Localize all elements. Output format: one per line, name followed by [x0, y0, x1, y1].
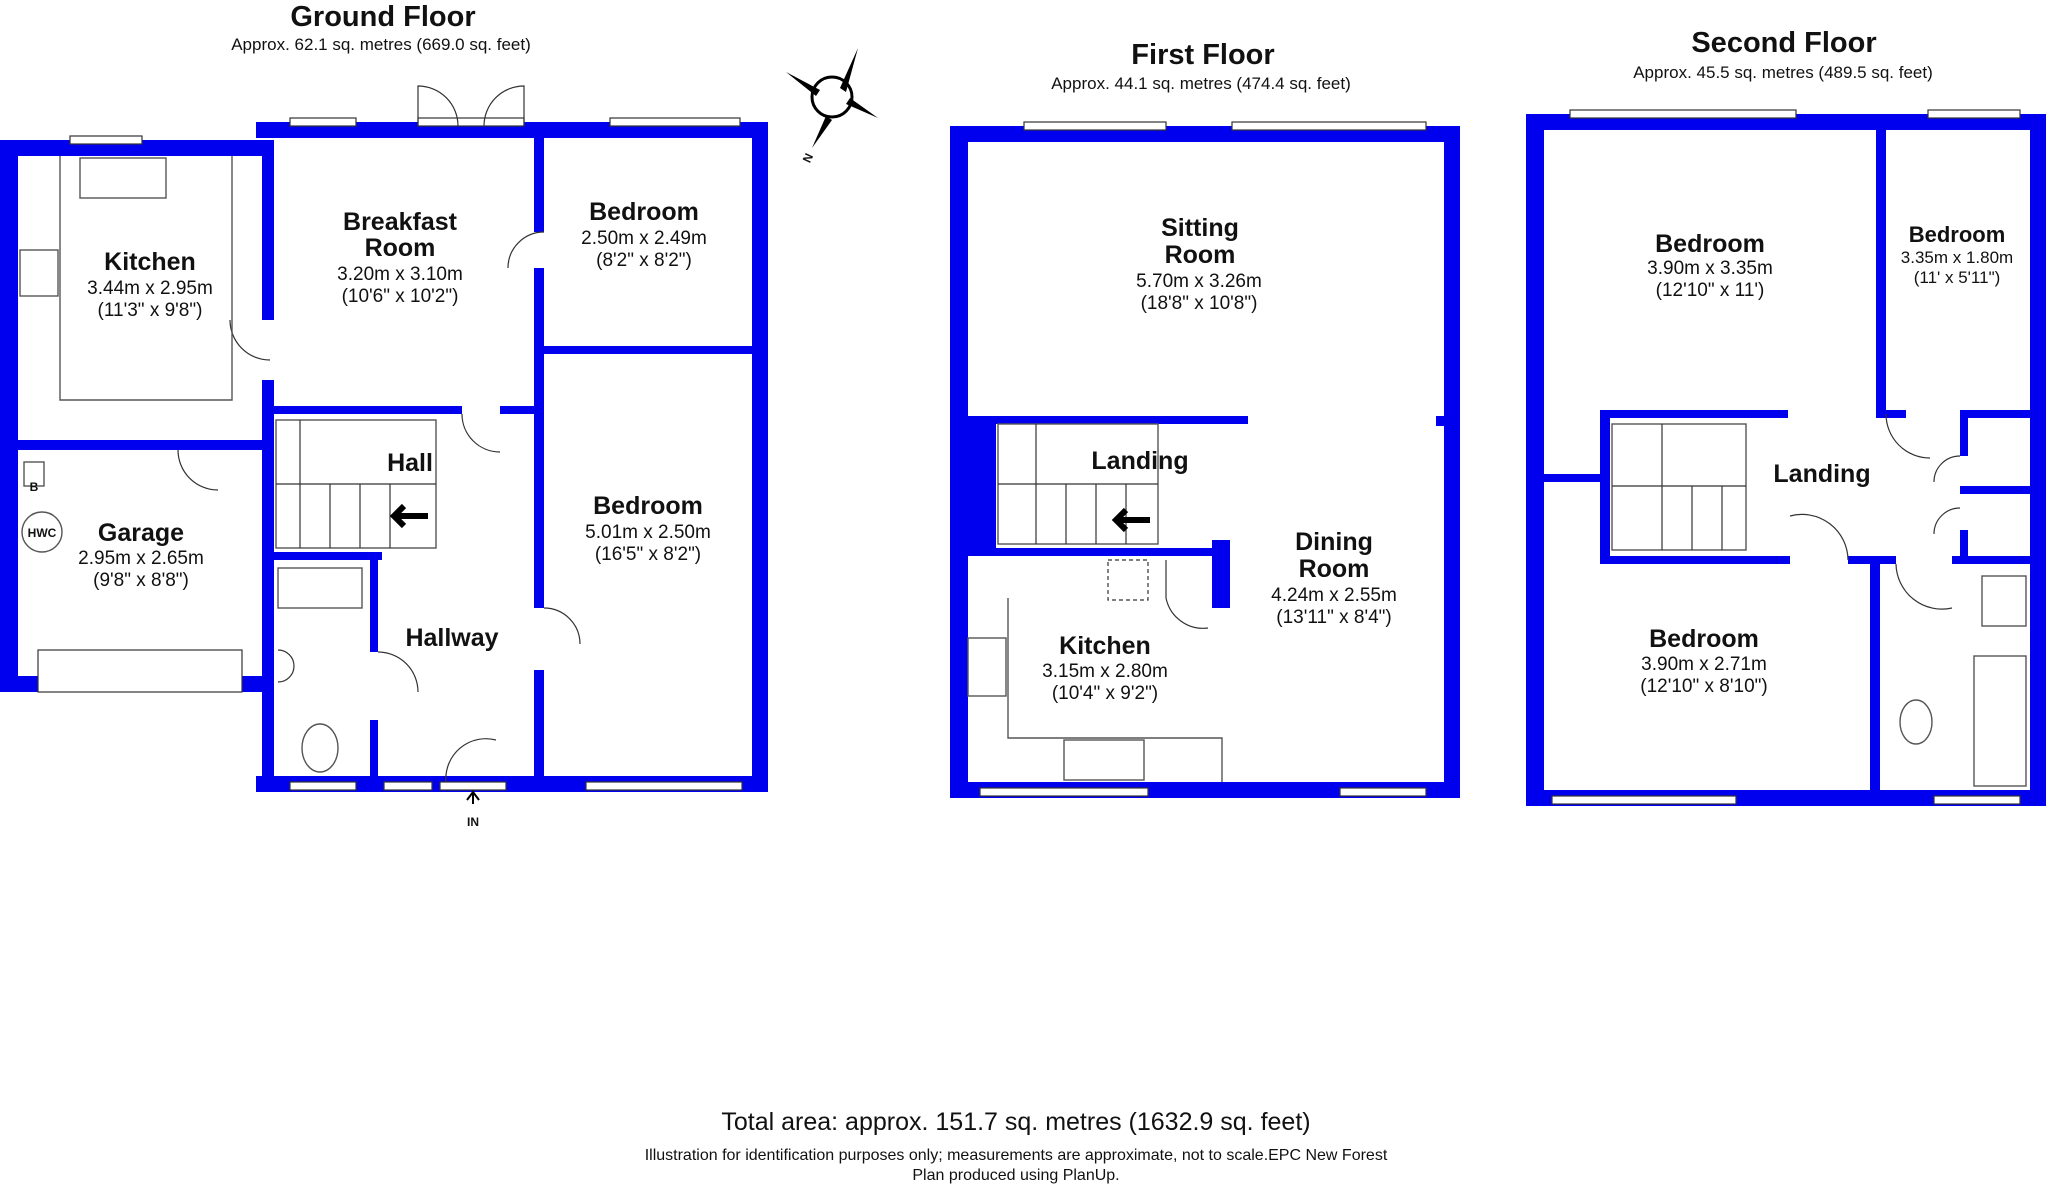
wall — [534, 268, 544, 608]
window — [1570, 110, 1796, 118]
second-landing-name: Landing — [1773, 460, 1871, 488]
wall — [534, 122, 544, 232]
wall — [1600, 474, 1610, 564]
ground-floor-title: Ground Floor — [290, 1, 476, 33]
first-kitchen-metric: 3.15m x 2.80m — [1042, 661, 1168, 682]
breakfast-room-name-line2: Room — [364, 234, 436, 262]
bedroom-small-second-name: Bedroom — [1908, 222, 2006, 247]
wall — [1444, 126, 1460, 798]
stair-treads — [1612, 424, 1746, 550]
window — [290, 118, 356, 126]
french-doors — [418, 118, 524, 126]
ground-floor — [0, 1, 768, 829]
door-swing — [1166, 560, 1208, 628]
wall — [262, 552, 382, 560]
wall — [0, 140, 18, 692]
basin-icon — [278, 650, 294, 682]
shower-tray-icon — [278, 568, 362, 608]
hatch — [1108, 560, 1148, 600]
door-swing — [462, 414, 500, 452]
window — [1232, 122, 1426, 130]
entrance-arrow-icon — [467, 792, 479, 804]
wall — [1526, 474, 1610, 482]
staircase-icon — [1612, 424, 1746, 550]
door-swing — [544, 608, 580, 644]
wall — [1600, 410, 1610, 482]
wall — [950, 126, 968, 798]
wall — [2030, 114, 2046, 806]
window — [70, 136, 142, 144]
second-floor-title: Second Floor — [1691, 27, 1877, 59]
garage-name: Garage — [97, 519, 185, 547]
boiler-label: B — [29, 480, 39, 494]
window — [384, 782, 432, 790]
dining-room-metric: 4.24m x 2.55m — [1271, 585, 1397, 606]
stair-direction-arrow-icon — [1116, 510, 1150, 530]
door-swing — [446, 739, 496, 782]
wall — [262, 406, 462, 414]
second-floor — [1526, 27, 2046, 806]
sitting-room-name-line1: Sitting — [1161, 214, 1239, 242]
sink-icon — [80, 158, 166, 198]
entrance-label: IN — [467, 815, 479, 829]
first-floor-title: First Floor — [1131, 39, 1275, 71]
basin-icon — [1982, 576, 2026, 626]
wall — [1960, 486, 2030, 494]
bedroom-large-name: Bedroom — [593, 492, 703, 520]
window — [1340, 788, 1426, 796]
window — [980, 788, 1148, 796]
window — [586, 782, 742, 790]
dining-room-name-line1: Dining — [1295, 528, 1373, 556]
window — [1928, 110, 2020, 118]
compass-label: N — [799, 151, 817, 165]
stair-treads — [276, 420, 436, 548]
second-floor-area: Approx. 45.5 sq. metres (489.5 sq. feet) — [1633, 63, 1933, 82]
kitchen-metric: 3.44m x 2.95m — [87, 278, 213, 299]
door-swing — [1934, 508, 1960, 534]
bedroom-front-metric: 3.90m x 3.35m — [1647, 258, 1773, 279]
garage-imperial: (9'8" x 8'8") — [93, 570, 189, 591]
bedroom-large-imperial: (16'5" x 8'2") — [594, 544, 702, 565]
bedroom-small-name: Bedroom — [589, 198, 699, 226]
wall — [1600, 556, 1790, 564]
wall — [752, 122, 768, 792]
wall — [0, 676, 38, 692]
wall — [1600, 410, 1788, 418]
door-swing — [1886, 414, 1930, 458]
wall — [262, 140, 274, 320]
window — [290, 782, 356, 790]
bedroom-rear-metric: 3.90m x 2.71m — [1641, 654, 1767, 675]
wall — [534, 346, 768, 354]
compass-needle-icon — [812, 116, 832, 148]
wall — [1960, 410, 2030, 418]
window — [1552, 796, 1736, 804]
door-swing — [508, 232, 544, 268]
toilet-icon — [1900, 700, 1932, 744]
garage-metric: 2.95m x 2.65m — [78, 548, 204, 569]
wall — [1960, 410, 1968, 456]
bedroom-small-imperial: (8'2" x 8'2") — [596, 250, 692, 271]
wall — [1960, 530, 1968, 564]
bedroom-front-name: Bedroom — [1655, 230, 1765, 258]
wall — [500, 406, 544, 414]
door-swing — [230, 320, 270, 360]
door-swing — [1896, 564, 1952, 609]
wall — [1160, 548, 1220, 556]
first-kitchen-imperial: (10'4" x 9'2") — [1051, 683, 1159, 704]
bedroom-rear-name: Bedroom — [1649, 625, 1759, 653]
wall — [1526, 114, 1544, 806]
wall — [966, 548, 1166, 556]
stair-treads — [998, 424, 1158, 544]
wall — [370, 552, 378, 652]
dining-room-name-line2: Room — [1298, 555, 1370, 583]
wall — [1870, 556, 1880, 806]
wall — [262, 380, 274, 790]
kitchen-name: Kitchen — [104, 248, 196, 276]
wall — [1436, 416, 1448, 426]
window — [1024, 122, 1166, 130]
door-swing — [1790, 514, 1848, 560]
sitting-room-name-line2: Room — [1164, 241, 1236, 269]
hob-icon — [20, 250, 58, 296]
bedroom-small-second-metric: 3.35m x 1.80m — [1900, 248, 2014, 267]
first-floor — [950, 39, 1460, 798]
compass — [786, 48, 878, 165]
wall — [370, 720, 378, 790]
bedroom-large-metric: 5.01m x 2.50m — [585, 522, 711, 543]
sitting-room-imperial: (18'8" x 10'8") — [1140, 293, 1258, 314]
wall — [966, 416, 1248, 424]
wall — [966, 416, 996, 552]
door-swing — [378, 652, 418, 692]
window — [610, 118, 740, 126]
wall — [0, 440, 272, 450]
hwc-label: HWC — [27, 526, 57, 540]
breakfast-room-imperial: (10'6" x 10'2") — [341, 286, 459, 307]
hob-icon — [968, 638, 1006, 696]
first-kitchen-name: Kitchen — [1059, 632, 1151, 660]
kitchen-imperial: (11'3" x 9'8") — [97, 300, 203, 321]
wall — [534, 670, 544, 790]
bath-icon — [1974, 656, 2026, 786]
first-floor-area: Approx. 44.1 sq. metres (474.4 sq. feet) — [1051, 74, 1351, 93]
credit: Plan produced using PlanUp. — [912, 1167, 1120, 1184]
door-swing — [1934, 456, 1960, 482]
disclaimer: Illustration for identification purposes only; measurements are approximate, not to scale.EPC New Forest — [644, 1147, 1388, 1164]
ground-floor-area: Approx. 62.1 sq. metres (669.0 sq. feet) — [231, 35, 531, 54]
hall-name: Hall — [387, 449, 433, 477]
sink-icon — [1064, 740, 1144, 780]
bedroom-small-metric: 2.50m x 2.49m — [581, 228, 707, 249]
sitting-room-metric: 5.70m x 3.26m — [1136, 271, 1262, 292]
window — [1934, 796, 2020, 804]
wall — [1876, 410, 1906, 418]
door-swing — [178, 450, 218, 490]
total-area: Total area: approx. 151.7 sq. metres (1632.9 sq. feet) — [721, 1108, 1311, 1136]
bedroom-front-imperial: (12'10" x 11') — [1655, 280, 1765, 301]
breakfast-room-name-line1: Breakfast — [343, 208, 457, 236]
breakfast-room-metric: 3.20m x 3.10m — [337, 264, 463, 285]
compass-needle-icon — [846, 98, 878, 118]
front-door — [440, 782, 506, 790]
wall — [1876, 114, 1886, 414]
stair-direction-arrow-icon — [394, 506, 428, 526]
hallway-name: Hallway — [405, 624, 499, 652]
dining-room-imperial: (13'11" x 8'4") — [1276, 607, 1392, 628]
bedroom-rear-imperial: (12'10" x 8'10") — [1640, 676, 1768, 697]
bedroom-small-second-imperial: (11' x 5'11") — [1913, 268, 2001, 287]
garage-door — [38, 650, 242, 692]
first-landing-name: Landing — [1091, 447, 1189, 475]
toilet-icon — [302, 724, 338, 772]
